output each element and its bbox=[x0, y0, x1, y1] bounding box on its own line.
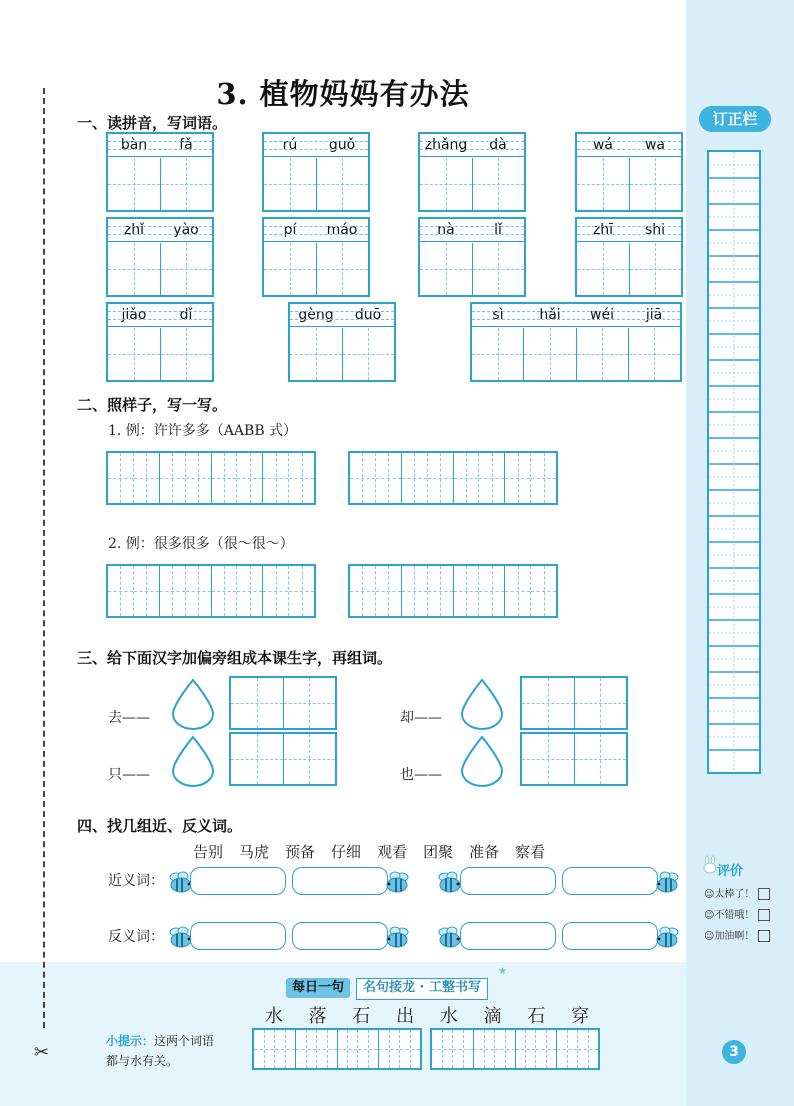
bee-icon bbox=[384, 926, 410, 948]
pinyin-divider bbox=[108, 241, 212, 242]
correction-title: 订正栏 bbox=[699, 106, 771, 132]
pinyin-syllable: sì bbox=[492, 307, 504, 323]
pinyin-syllable: zhī bbox=[592, 222, 614, 238]
write-cell[interactable] bbox=[473, 1030, 494, 1068]
write-cell[interactable] bbox=[452, 1030, 473, 1068]
write-cell[interactable] bbox=[535, 1030, 556, 1068]
word-bank bbox=[193, 841, 561, 862]
write-cell[interactable] bbox=[556, 1030, 577, 1068]
char-ye: 也—— bbox=[400, 767, 442, 783]
word-item: 观看 bbox=[377, 843, 408, 861]
char-grid[interactable] bbox=[577, 158, 681, 210]
pinyin-divider bbox=[420, 156, 524, 157]
write-cell[interactable] bbox=[288, 453, 314, 503]
write-cell[interactable] bbox=[262, 453, 288, 503]
tip-text-2: 都与水有关。 bbox=[106, 1054, 179, 1068]
write-cell[interactable] bbox=[629, 243, 682, 295]
char-grid[interactable] bbox=[290, 328, 394, 380]
pinyin-guide-line bbox=[290, 319, 394, 320]
pinyin-guide-line bbox=[577, 234, 681, 235]
pinyin-syllable: nà bbox=[437, 222, 455, 238]
cut-line bbox=[43, 88, 45, 1028]
write-cell[interactable] bbox=[211, 453, 237, 503]
poem-char: 穿 bbox=[571, 1006, 590, 1027]
pinyin-syllable: jiǎo bbox=[121, 307, 147, 323]
word-item: 马虎 bbox=[239, 843, 270, 861]
write-cell[interactable] bbox=[399, 1030, 420, 1068]
pinyin-row bbox=[472, 304, 680, 326]
pinyin-word-box[interactable] bbox=[575, 217, 683, 297]
pinyin-syllable: jiā bbox=[645, 307, 663, 323]
bee-icon bbox=[654, 871, 680, 893]
face-icon: ☺ bbox=[704, 910, 715, 921]
pinyin-syllable: duō bbox=[354, 307, 382, 323]
answer-capsule[interactable] bbox=[562, 867, 658, 895]
pinyin-divider bbox=[264, 156, 368, 157]
poem-char: 落 bbox=[308, 1006, 327, 1027]
daily-grid[interactable] bbox=[252, 1028, 422, 1070]
write-cell[interactable] bbox=[530, 453, 556, 503]
write-cell[interactable] bbox=[283, 734, 336, 784]
word-item: 察看 bbox=[515, 843, 546, 861]
pinyin-syllable: gèng bbox=[298, 307, 334, 323]
section2-heading: 二、照样子，写一写。 bbox=[77, 396, 228, 414]
pinyin-row bbox=[264, 134, 368, 156]
pinyin-divider bbox=[472, 326, 680, 327]
pinyin-guide-line bbox=[108, 226, 212, 227]
write-cell[interactable] bbox=[378, 1030, 399, 1068]
write-grid[interactable] bbox=[348, 451, 558, 505]
pinyin-syllable: bàn bbox=[120, 137, 148, 153]
pinyin-syllable: wá bbox=[592, 137, 614, 153]
pinyin-guide-line bbox=[290, 311, 394, 312]
char-grid[interactable] bbox=[472, 328, 680, 380]
example-2: 2. 例：很多很多（很～很～） bbox=[108, 536, 294, 552]
pinyin-word-box[interactable] bbox=[106, 217, 214, 297]
write-cell[interactable] bbox=[577, 158, 629, 210]
write-cell[interactable] bbox=[420, 158, 472, 210]
write-cell[interactable] bbox=[357, 1030, 378, 1068]
pinyin-syllable: dà bbox=[489, 137, 507, 153]
pinyin-row bbox=[577, 219, 681, 241]
write-cell[interactable] bbox=[427, 566, 453, 616]
pinyin-word-box[interactable] bbox=[288, 302, 396, 382]
pinyin-word-box[interactable] bbox=[575, 132, 683, 212]
answer-capsule[interactable] bbox=[190, 922, 286, 950]
pinyin-divider bbox=[577, 156, 681, 157]
pinyin-divider bbox=[108, 326, 212, 327]
pinyin-guide-line bbox=[264, 234, 368, 235]
page-title: 3. 植物妈妈有办法 bbox=[216, 77, 470, 111]
section3-heading: 三、给下面汉字加偏旁组成本课生字，再组词。 bbox=[77, 649, 393, 667]
poem-char: 滴 bbox=[483, 1006, 502, 1027]
write-cell[interactable] bbox=[288, 566, 314, 616]
pinyin-syllable: fǎ bbox=[179, 137, 193, 153]
pinyin-row bbox=[577, 134, 681, 156]
write-cell[interactable] bbox=[316, 243, 369, 295]
tip bbox=[106, 1031, 214, 1071]
write-cell[interactable] bbox=[160, 243, 213, 295]
water-drop-icon[interactable] bbox=[171, 735, 215, 785]
page-number: 3 bbox=[722, 1040, 746, 1064]
word-item: 团聚 bbox=[423, 843, 454, 861]
pinyin-guide-line bbox=[108, 149, 212, 150]
char-grid[interactable] bbox=[108, 328, 212, 380]
bee-icon bbox=[384, 871, 410, 893]
write-cell[interactable] bbox=[133, 453, 159, 503]
write-cell[interactable] bbox=[350, 453, 375, 503]
pinyin-guide-line bbox=[264, 141, 368, 142]
eval-tryharder: ☺加油啊！ bbox=[704, 927, 770, 942]
pinyin-row bbox=[420, 219, 524, 241]
write-cell[interactable] bbox=[478, 566, 504, 616]
pinyin-guide-line bbox=[108, 319, 212, 320]
write-cell[interactable] bbox=[159, 566, 185, 616]
pinyin-guide-line bbox=[577, 226, 681, 227]
word-item: 预备 bbox=[285, 843, 316, 861]
write-cell[interactable] bbox=[576, 328, 628, 380]
pinyin-row bbox=[290, 304, 394, 326]
write-cell[interactable] bbox=[185, 453, 211, 503]
write-cell[interactable] bbox=[401, 453, 427, 503]
word-item: 告别 bbox=[193, 843, 224, 861]
write-cell[interactable] bbox=[283, 678, 336, 728]
checkbox[interactable] bbox=[758, 909, 770, 921]
write-cell[interactable] bbox=[427, 453, 453, 503]
answer-capsule[interactable] bbox=[292, 922, 388, 950]
write-cell[interactable] bbox=[254, 1030, 274, 1068]
pinyin-guide-line bbox=[108, 234, 212, 235]
word-item: 仔细 bbox=[331, 843, 362, 861]
pinyin-syllable: yào bbox=[173, 222, 199, 238]
write-cell[interactable] bbox=[231, 734, 283, 784]
write-cell[interactable] bbox=[432, 1030, 452, 1068]
write-cell[interactable] bbox=[231, 678, 283, 728]
daily-banner bbox=[286, 978, 508, 998]
pinyin-syllable: zhǎng bbox=[424, 137, 468, 153]
write-grid[interactable] bbox=[348, 564, 558, 618]
evaluation-title: 评价 bbox=[717, 864, 744, 879]
write-cell[interactable] bbox=[316, 158, 369, 210]
write-cell[interactable] bbox=[108, 158, 160, 210]
pinyin-word-box[interactable] bbox=[106, 132, 214, 212]
poem-char: 石 bbox=[352, 1006, 371, 1027]
answer-capsule[interactable] bbox=[190, 867, 286, 895]
write-cell[interactable] bbox=[577, 243, 629, 295]
pinyin-row bbox=[108, 219, 212, 241]
section1-heading: 一、读拼音，写词语。 bbox=[77, 114, 228, 132]
pinyin-word-box[interactable] bbox=[470, 302, 682, 382]
char-grid[interactable] bbox=[577, 243, 681, 295]
answer-capsule[interactable] bbox=[562, 922, 658, 950]
pinyin-divider bbox=[577, 241, 681, 242]
poem-line bbox=[252, 1002, 602, 1028]
char-que: 却—— bbox=[400, 710, 442, 726]
pinyin-syllable: dǐ bbox=[179, 307, 193, 323]
char-grid[interactable] bbox=[108, 243, 212, 295]
write-cell[interactable] bbox=[342, 328, 395, 380]
pinyin-syllable: hǎi bbox=[539, 307, 561, 323]
write-cell[interactable] bbox=[504, 453, 530, 503]
write-cell[interactable] bbox=[262, 566, 288, 616]
write-cell[interactable] bbox=[401, 566, 427, 616]
pinyin-row bbox=[108, 304, 212, 326]
answer-grid[interactable] bbox=[229, 732, 337, 786]
pinyin-guide-line bbox=[420, 226, 524, 227]
eval-great: ☺太棒了！ bbox=[704, 885, 770, 900]
poem-char: 石 bbox=[527, 1006, 546, 1027]
synonym-label: 近义词： bbox=[108, 873, 164, 889]
write-cell[interactable] bbox=[108, 453, 133, 503]
write-cell[interactable] bbox=[472, 158, 525, 210]
write-cell[interactable] bbox=[316, 1030, 337, 1068]
write-cell[interactable] bbox=[133, 566, 159, 616]
water-drop-icon[interactable] bbox=[460, 735, 504, 785]
pinyin-syllable: rú bbox=[282, 137, 298, 153]
star-icon: ★ bbox=[498, 966, 507, 977]
write-cell[interactable] bbox=[375, 566, 401, 616]
pinyin-guide-line bbox=[420, 141, 524, 142]
pinyin-divider bbox=[420, 241, 524, 242]
pinyin-syllable: wa bbox=[644, 137, 666, 153]
write-cell[interactable] bbox=[494, 1030, 515, 1068]
poem-char: 水 bbox=[264, 1006, 283, 1027]
pinyin-syllable: pí bbox=[283, 222, 297, 238]
pinyin-divider bbox=[108, 156, 212, 157]
pinyin-row bbox=[108, 134, 212, 156]
write-cell[interactable] bbox=[337, 1030, 358, 1068]
write-cell[interactable] bbox=[274, 1030, 295, 1068]
pinyin-word-box[interactable] bbox=[262, 132, 370, 212]
poem-char: 水 bbox=[439, 1006, 458, 1027]
scissors-icon: ✂ bbox=[34, 1042, 50, 1063]
write-grid[interactable] bbox=[106, 564, 316, 618]
tip-text-1: 这两个词语 bbox=[154, 1034, 215, 1048]
eval-good: ☺不错哦！ bbox=[704, 906, 770, 921]
write-cell[interactable] bbox=[577, 1030, 598, 1068]
pinyin-guide-line bbox=[420, 234, 524, 235]
char-grid[interactable] bbox=[420, 158, 524, 210]
write-cell[interactable] bbox=[504, 566, 530, 616]
pinyin-syllable: zhǐ bbox=[123, 222, 145, 238]
char-grid[interactable] bbox=[108, 158, 212, 210]
tip-label: 小提示： bbox=[106, 1034, 155, 1048]
daily-grid[interactable] bbox=[430, 1028, 600, 1070]
answer-grid[interactable] bbox=[520, 676, 628, 730]
pinyin-word-box[interactable] bbox=[262, 217, 370, 297]
write-cell[interactable] bbox=[472, 328, 523, 380]
pinyin-guide-line bbox=[264, 149, 368, 150]
pinyin-divider bbox=[290, 326, 394, 327]
pinyin-guide-line bbox=[420, 149, 524, 150]
write-cell[interactable] bbox=[522, 734, 574, 784]
write-cell[interactable] bbox=[522, 678, 574, 728]
pinyin-word-box[interactable] bbox=[106, 302, 214, 382]
write-cell[interactable] bbox=[350, 566, 375, 616]
pinyin-syllable: máo bbox=[326, 222, 358, 238]
write-cell[interactable] bbox=[159, 453, 185, 503]
char-qu: 去—— bbox=[108, 710, 150, 726]
pinyin-syllable: guǒ bbox=[328, 137, 356, 153]
face-icon: ☺ bbox=[704, 931, 715, 942]
write-cell[interactable] bbox=[108, 566, 133, 616]
face-icon: ☺ bbox=[704, 889, 715, 900]
daily-subtitle: 名句接龙 · 工整书写 bbox=[356, 978, 488, 1000]
write-cell[interactable] bbox=[523, 328, 575, 380]
write-cell[interactable] bbox=[530, 566, 556, 616]
write-cell[interactable] bbox=[375, 453, 401, 503]
write-cell[interactable] bbox=[295, 1030, 316, 1068]
char-grid[interactable] bbox=[420, 243, 524, 295]
char-grid[interactable] bbox=[264, 158, 368, 210]
char-zhi: 只—— bbox=[108, 767, 150, 783]
bee-icon bbox=[654, 926, 680, 948]
pinyin-syllable: lǐ bbox=[494, 222, 502, 238]
antonym-label: 反义词： bbox=[108, 929, 164, 945]
write-cell[interactable] bbox=[515, 1030, 536, 1068]
pinyin-guide-line bbox=[108, 311, 212, 312]
write-grid[interactable] bbox=[106, 451, 316, 505]
water-drop-icon[interactable] bbox=[460, 678, 504, 728]
pinyin-guide-line bbox=[472, 319, 680, 320]
write-cell[interactable] bbox=[108, 243, 160, 295]
correction-grid[interactable] bbox=[707, 150, 761, 774]
write-cell[interactable] bbox=[211, 566, 237, 616]
write-cell[interactable] bbox=[629, 158, 682, 210]
pinyin-word-box[interactable] bbox=[418, 132, 526, 212]
write-cell[interactable] bbox=[264, 158, 316, 210]
write-cell[interactable] bbox=[236, 453, 262, 503]
example-1: 1. 例：许许多多（AABB 式） bbox=[108, 423, 298, 439]
char-grid[interactable] bbox=[264, 243, 368, 295]
answer-capsule[interactable] bbox=[292, 867, 388, 895]
word-item: 准备 bbox=[469, 843, 500, 861]
pinyin-guide-line bbox=[577, 141, 681, 142]
pinyin-syllable: shi bbox=[644, 222, 666, 238]
answer-grid[interactable] bbox=[520, 732, 628, 786]
write-cell[interactable] bbox=[472, 243, 525, 295]
write-cell[interactable] bbox=[185, 566, 211, 616]
pinyin-guide-line bbox=[577, 149, 681, 150]
write-cell[interactable] bbox=[478, 453, 504, 503]
pinyin-divider bbox=[264, 241, 368, 242]
write-cell[interactable] bbox=[108, 328, 160, 380]
write-cell[interactable] bbox=[420, 243, 472, 295]
write-cell[interactable] bbox=[453, 566, 479, 616]
pinyin-syllable: wéi bbox=[590, 307, 614, 323]
write-cell[interactable] bbox=[236, 566, 262, 616]
write-cell[interactable] bbox=[290, 328, 342, 380]
pinyin-guide-line bbox=[472, 311, 680, 312]
write-cell[interactable] bbox=[160, 158, 213, 210]
answer-capsule[interactable] bbox=[460, 922, 556, 950]
write-cell[interactable] bbox=[264, 243, 316, 295]
pinyin-row bbox=[420, 134, 524, 156]
checkbox[interactable] bbox=[758, 930, 770, 942]
write-cell[interactable] bbox=[453, 453, 479, 503]
write-cell[interactable] bbox=[628, 328, 680, 380]
answer-capsule[interactable] bbox=[460, 867, 556, 895]
section4-heading: 四、找几组近、反义词。 bbox=[77, 817, 243, 835]
write-cell[interactable] bbox=[574, 678, 627, 728]
write-cell[interactable] bbox=[574, 734, 627, 784]
poem-char: 出 bbox=[396, 1006, 415, 1027]
checkbox[interactable] bbox=[758, 888, 770, 900]
pinyin-guide-line bbox=[108, 141, 212, 142]
answer-grid[interactable] bbox=[229, 676, 337, 730]
pinyin-word-box[interactable] bbox=[418, 217, 526, 297]
daily-tag: 每日一句 bbox=[286, 978, 350, 998]
pinyin-guide-line bbox=[264, 226, 368, 227]
pinyin-row bbox=[264, 219, 368, 241]
write-cell[interactable] bbox=[160, 328, 213, 380]
water-drop-icon[interactable] bbox=[171, 678, 215, 728]
